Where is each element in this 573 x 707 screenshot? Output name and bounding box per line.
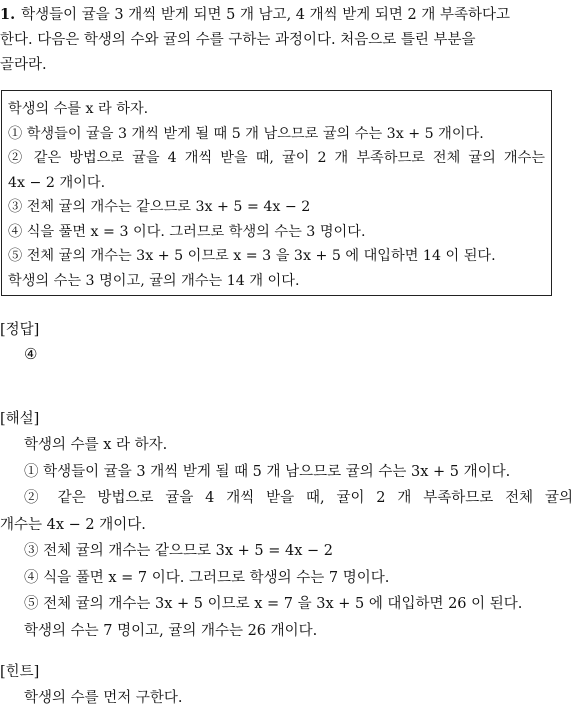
- problem-number: 1.: [0, 6, 16, 23]
- box-step-1: ① 학생들이 귤을 3 개씩 받게 될 때 5 개 남으므로 귤의 수는 3x + 5 개이다.: [8, 125, 484, 142]
- explanation-step-1: ① 학생들이 귤을 3 개씩 받게 될 때 5 개 남으므로 귤의 수는 3x + 5 개이다.: [24, 463, 511, 480]
- box-step-5: ⑤ 전체 귤의 개수는 3x + 5 이므로 x = 3 을 3x + 5 에 대입하면 14 이 된다.: [8, 248, 496, 264]
- explanation-step-2: ② 같은 방법으로 귤을 4 개씩 받을 때, 귤이 2 개 부족하므로 전체 귤의: [24, 490, 573, 506]
- box-step-2-cont: 4x − 2 개이다.: [8, 174, 106, 191]
- box-step-2: ② 같은 방법으로 귤을 4 개씩 받을 때, 귤이 2 개 부족하므로 전체 귤의 개수는: [8, 150, 545, 166]
- explanation-step-5: ⑤ 전체 귤의 개수는 3x + 5 이므로 x = 7 을 3x + 5 에 대입하면 26 이 된다.: [24, 596, 523, 612]
- explanation-step-4: ④ 식을 풀면 x = 7 이다. 그러므로 학생의 수는 7 명이다.: [24, 569, 390, 586]
- problem-line-3: 골라라.: [0, 57, 47, 73]
- explanation-line-conclusion: 학생의 수는 7 명이고, 귤의 개수는 26 개이다.: [24, 622, 318, 639]
- explanation-label: [해설]: [0, 411, 40, 427]
- answer-value: ④: [24, 345, 38, 363]
- explanation-step-2-cont: 개수는 4x − 2 개이다.: [0, 516, 146, 533]
- solution-process-box: [1, 90, 552, 296]
- hint-label: [힌트]: [0, 664, 40, 680]
- problem-line-1: 1. 학생들이 귤을 3 개씩 받게 되면 5 개 남고, 4 개씩 받게 되면 2 개 부족하다고: [0, 6, 510, 23]
- box-line-conclusion: 학생의 수는 3 명이고, 귤의 개수는 14 개 이다.: [8, 272, 300, 289]
- box-line-intro: 학생의 수를 x 라 하자.: [8, 101, 149, 117]
- explanation-body: [0, 432, 573, 644]
- box-step-3: ③ 전체 귤의 개수는 같으므로 3x + 5 = 4x − 2: [8, 199, 311, 215]
- box-step-4: ④ 식을 풀면 x = 3 이다. 그러므로 학생의 수는 3 명이다.: [8, 223, 366, 240]
- problem-statement: [0, 2, 570, 78]
- explanation-step-3: ③ 전체 귤의 개수는 같으므로 3x + 5 = 4x − 2: [24, 543, 333, 559]
- problem-line-2: 한다. 다음은 학생의 수와 귤의 수를 구하는 과정이다. 처음으로 틀린 부분을: [0, 32, 476, 48]
- hint-text: 학생의 수를 먼저 구한다.: [24, 690, 183, 706]
- explanation-line-intro: 학생의 수를 x 라 하자.: [24, 437, 168, 453]
- answer-label: [정답]: [0, 322, 40, 338]
